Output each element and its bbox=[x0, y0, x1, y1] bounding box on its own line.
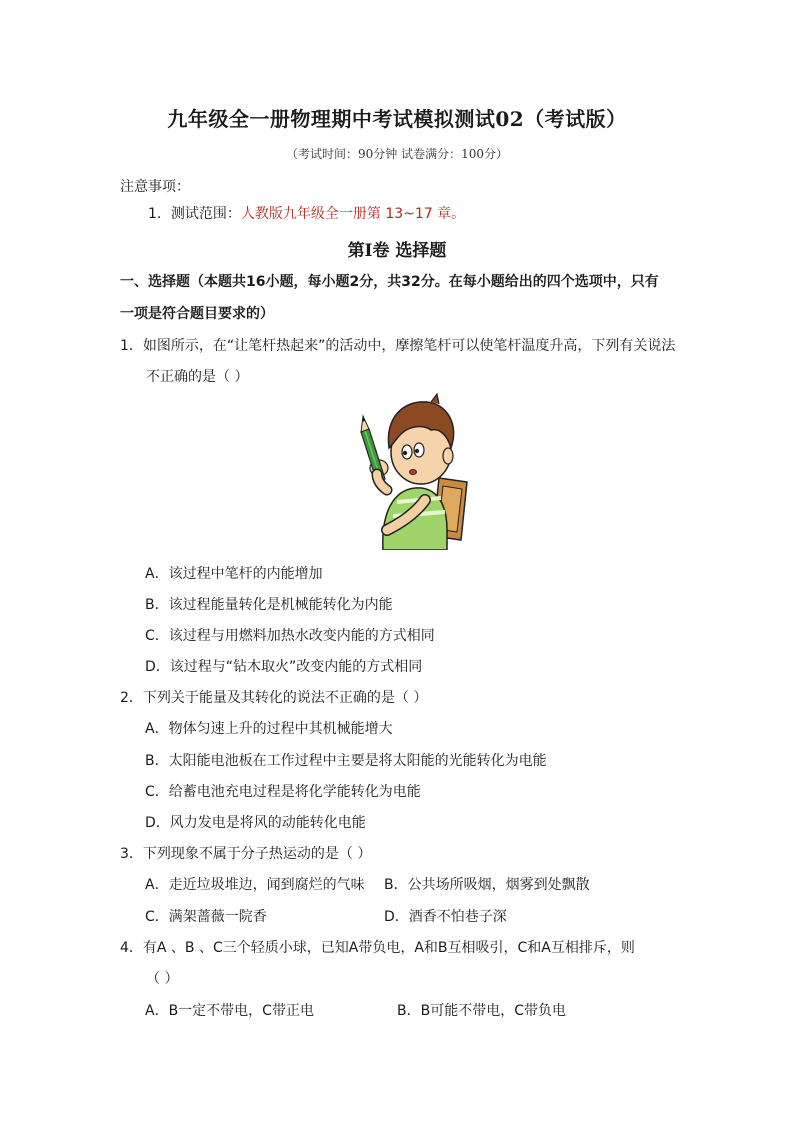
notice-item-1-prefix: 1．测试范围： bbox=[148, 206, 241, 222]
question-3-option-b: B．公共场所吸烟，烟雾到处飘散 bbox=[384, 877, 590, 893]
question-1-option-c: C．该过程与用燃料加热水改变内能的方式相同 bbox=[145, 628, 435, 644]
question-1-option-a: A．该过程中笔杆的内能增加 bbox=[145, 566, 323, 582]
section-title: 第Ⅰ卷 选择题 bbox=[347, 241, 447, 261]
question-3-option-d: D．酒香不怕巷子深 bbox=[384, 909, 507, 925]
question-1-option-d: D．该过程与“钻木取火”改变内能的方式相同 bbox=[145, 659, 423, 675]
question-4-stem: 4．有A 、B 、C三个轻质小球，已知A带负电，A和B互相吸引，C和A互相排斥，则 bbox=[120, 940, 635, 956]
exam-info: （考试时间：90分钟 试卷满分：100分） bbox=[286, 147, 508, 161]
question-3-option-a: A．走近垃圾堆边，闻到腐烂的气味 bbox=[145, 877, 365, 893]
question-2-option-d: D．风力发电是将风的动能转化电能 bbox=[145, 815, 366, 831]
question-4-stem-cont: （ ） bbox=[146, 971, 179, 987]
question-3-option-c: C．满架蔷薇一院香 bbox=[145, 909, 267, 925]
question-2-option-b: B．太阳能电池板在工作过程中主要是将太阳能的光能转化为电能 bbox=[145, 753, 547, 769]
notice-label: 注意事项： bbox=[120, 179, 190, 195]
question-2-stem: 2．下列关于能量及其转化的说法不正确的是（ ） bbox=[120, 690, 428, 706]
question-1-option-b: B．该过程能量转化是机械能转化为内能 bbox=[145, 597, 393, 613]
notice-item-1 bbox=[148, 205, 465, 223]
question-4-option-a: A．B一定不带电，C带正电 bbox=[145, 1003, 314, 1019]
part-instructions-line-1: 一、选择题（本题共16小题，每小题2分，共32分。在每小题给出的四个选项中，只有 bbox=[120, 274, 659, 290]
question-2-option-c: C．给蓄电池充电过程是将化学能转化为电能 bbox=[145, 784, 421, 800]
question-4-option-b: B．B可能不带电，C带负电 bbox=[397, 1003, 566, 1019]
boy-rubbing-pencil-illustration bbox=[343, 390, 473, 550]
question-2-option-a: A．物体匀速上升的过程中其机械能增大 bbox=[145, 721, 393, 737]
question-1-stem: 1．如图所示，在“让笔杆热起来”的活动中，摩擦笔杆可以使笔杆温度升高，下列有关说法 bbox=[120, 338, 676, 354]
question-1-stem-cont: 不正确的是（ ） bbox=[146, 369, 249, 385]
question-3-stem: 3．下列现象不属于分子热运动的是（ ） bbox=[120, 846, 372, 862]
notice-item-1-scope: 人教版九年级全一册第 13~17 章。 bbox=[240, 206, 466, 222]
part-instructions-line-2: 一项是符合题目要求的） bbox=[120, 306, 274, 322]
page-title: 九年级全一册物理期中考试模拟测试02（考试版） bbox=[167, 107, 627, 131]
